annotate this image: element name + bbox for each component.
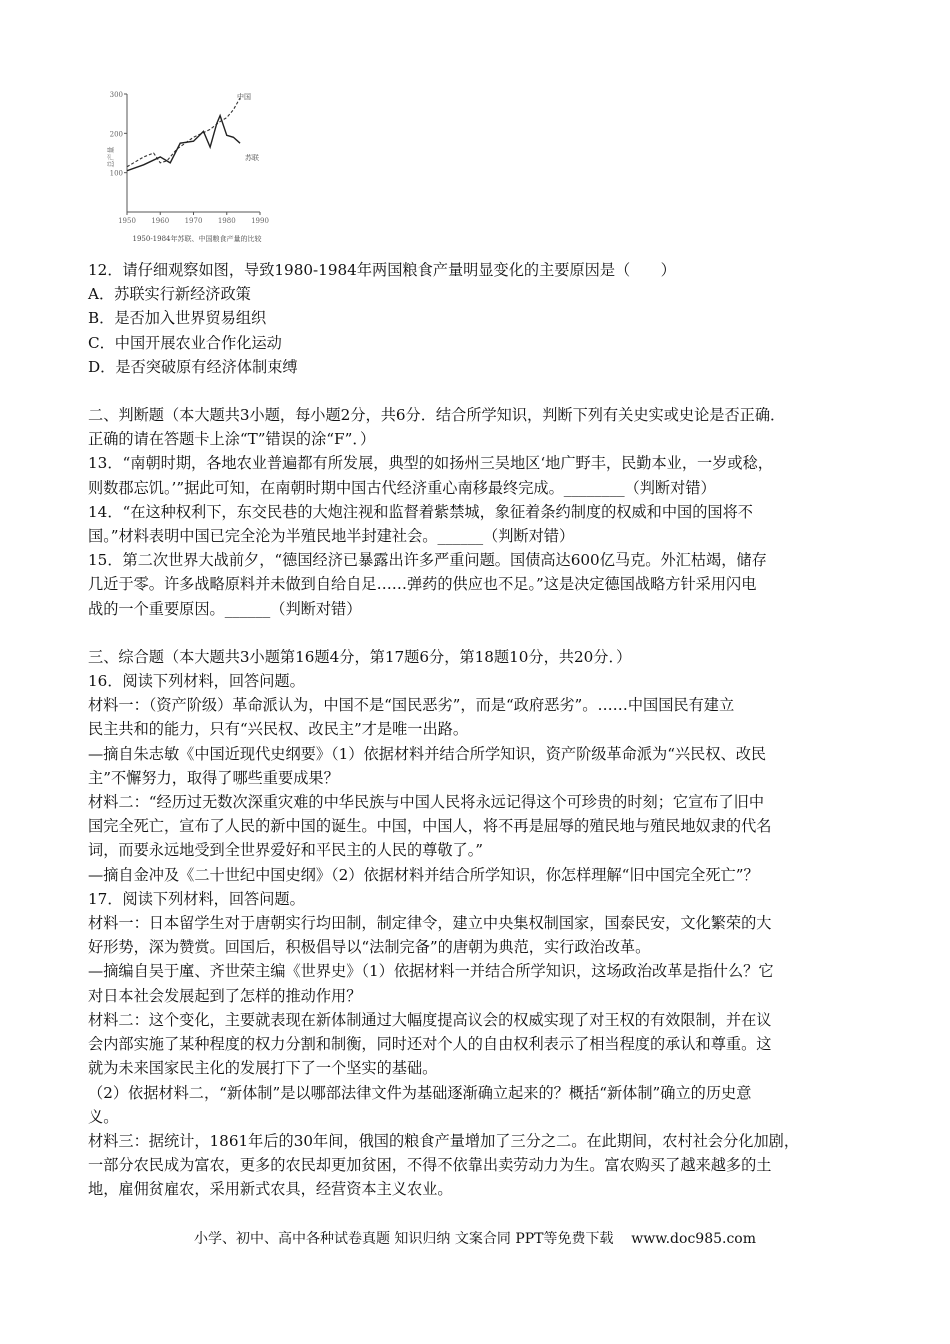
x-tick-label: 1990 xyxy=(251,217,269,225)
text-line: 15．第二次世界大战前夕，“德国经济已暴露出许多严重问题。国债高达600亿马克。外汇枯竭，储存 xyxy=(88,551,767,570)
text-line: —摘自金冲及《二十世纪中国史纲》（2）依据材料并结合所学知识，你怎样理解“旧中国完全死亡”？ xyxy=(88,865,759,884)
blank-line xyxy=(88,379,878,403)
y-axis-label: 总产量 xyxy=(107,146,115,168)
text-line: 地，雇佣贫雇农，采用新式农具，经营资本主义农业。 xyxy=(88,1180,453,1199)
text-line: 就为未来国家民主化的发展打下了一个坚实的基础。 xyxy=(88,1059,438,1078)
blank-line xyxy=(88,621,878,645)
y-tick-label: 300 xyxy=(109,91,123,99)
y-tick-label: 100 xyxy=(109,169,123,178)
exam-text-block xyxy=(88,258,878,1202)
series-label-china: 中国 xyxy=(237,93,251,101)
text-line: B．是否加入世界贸易组织 xyxy=(88,309,267,328)
x-tick-label: 1960 xyxy=(151,217,170,225)
x-tick-label: 1950 xyxy=(118,217,136,225)
text-line: 材料二：“经历过无数次深重灾难的中华民族与中国人民将永远记得这个可珍贵的时刻；它宣布了旧中 xyxy=(88,793,765,812)
series-line-ussr xyxy=(127,116,240,171)
text-line: 12．请仔细观察如图，导致1980-1984年两国粮食产量明显变化的主要原因是（ ） xyxy=(88,261,676,279)
text-line: 材料三：据统计，1861年后的30年间，俄国的粮食产量增加了三分之二。在此期间，农村社会分化加剧， xyxy=(88,1131,800,1150)
footer-ad-text: 小学、初中、高中各种试卷真题 知识归纳 文案合同 PPT等免费下载 www.doc985.com xyxy=(193,1231,756,1247)
text-line: 材料一：日本留学生对于唐朝实行均田制，制定律令，建立中央集权制国家，国泰民安，文化繁荣的大 xyxy=(88,914,772,933)
text-line: —摘编自吴于廑、齐世荣主编《世界史》（1）依据材料一并结合所学知识，这场政治改革是指什么？它 xyxy=(88,962,774,981)
chart-caption: 1950-1984年苏联、中国粮食产量的比较 xyxy=(132,235,262,243)
text-line: 会内部实施了某种程度的权力分割和制衡，同时还对个人的自由权利表示了相当程度的承认和尊重。这 xyxy=(88,1035,772,1054)
chart-series xyxy=(127,98,240,171)
text-line: 17．阅读下列材料，回答问题。 xyxy=(88,889,305,908)
text-line: A．苏联实行新经济政策 xyxy=(88,285,251,304)
text-line: C．中国开展农业合作化运动 xyxy=(88,333,282,352)
text-line: （2）依据材料二，“新体制”是以哪部法律文件为基础逐渐确立起来的？概括“新体制”确立的历史意 xyxy=(88,1083,752,1102)
text-line: —摘自朱志敏《中国近现代史纲要》（1）依据材料并结合所学知识，资产阶级革命派为“兴民权、改民 xyxy=(88,744,767,763)
text-line: 国。”材料表明中国已完全沦为半殖民地半封建社会。______（判断对错） xyxy=(88,527,575,546)
chart-axes xyxy=(124,94,260,215)
text-line: 16．阅读下列材料，回答问题。 xyxy=(88,672,305,691)
grain-output-chart xyxy=(105,82,290,250)
text-line: 则数郡忘饥。’”据此可知，在南朝时期中国古代经济重心南移最终完成。________（判断对错） xyxy=(88,478,716,497)
text-line: 民主共和的能力，只有“兴民权、改民主”才是唯一出路。 xyxy=(88,720,469,739)
series-line-china xyxy=(127,98,240,167)
text-line: 国完全死亡，宣布了人民的新中国的诞生。中国，中国人，将不再是屈辱的殖民地与殖民地奴隶的代名 xyxy=(88,817,772,836)
x-tick-label: 1970 xyxy=(184,217,203,225)
text-line: 材料二：这个变化，主要就表现在新体制通过大幅度提高议会的权威实现了对王权的有效限制，并在议 xyxy=(88,1010,772,1029)
chart-labels xyxy=(106,91,269,243)
text-line: 主”不懈努力，取得了哪些重要成果？ xyxy=(88,768,339,787)
text-line: D．是否突破原有经济体制束缚 xyxy=(88,357,298,376)
text-line: 一部分农民成为富农，更多的农民却更加贫困，不得不依靠出卖劳动力为生。富农购买了越来越多的土 xyxy=(88,1156,772,1175)
text-line: 战的一个重要原因。______（判断对错） xyxy=(88,599,362,618)
text-line: 三、综合题（本大题共3小题第16题4分，第17题6分，第18题10分，共20分．） xyxy=(88,647,632,666)
text-line: 好形势，深为赞赏。回国后，积极倡导以“法制完备”的唐朝为典范，实行政治改革。 xyxy=(88,938,651,957)
text-line: 14．“在这种权利下，东交民巷的大炮注视和监督着紫禁城，象征着条约制度的权威和中国的国将不 xyxy=(88,502,753,521)
y-tick-label: 200 xyxy=(109,130,123,139)
text-line: 正确的请在答题卡上涂“T”错误的涂“F”．） xyxy=(88,430,376,449)
text-line: 对日本社会发展起到了怎样的推动作用？ xyxy=(88,986,362,1005)
series-label-ussr: 苏联 xyxy=(245,154,259,162)
text-line: 13．“南朝时期，各地农业普遍都有所发展，典型的如扬州三吴地区‘地广野丰，民勤本业，一岁或稔， xyxy=(88,454,773,473)
text-line: 材料一：（资产阶级）革命派认为，中国不是“国民恶劣”，而是“政府恶劣”。……中国国民有建立 xyxy=(88,696,735,715)
text-line: 二、判断题（本大题共3小题，每小题2分，共6分．结合所学知识，判断下列有关史实或史论是否正确． xyxy=(88,406,786,425)
x-tick-label: 1980 xyxy=(217,217,236,225)
text-line: 几近于零。许多战略原料并未做到自给自足……弹药的供应也不足。”这是决定德国战略方针采用闪电 xyxy=(88,575,757,594)
text-line: 词，而要永远地受到全世界爱好和平民主的人民的尊敬了。” xyxy=(88,841,484,860)
text-line: 义。 xyxy=(88,1107,119,1126)
